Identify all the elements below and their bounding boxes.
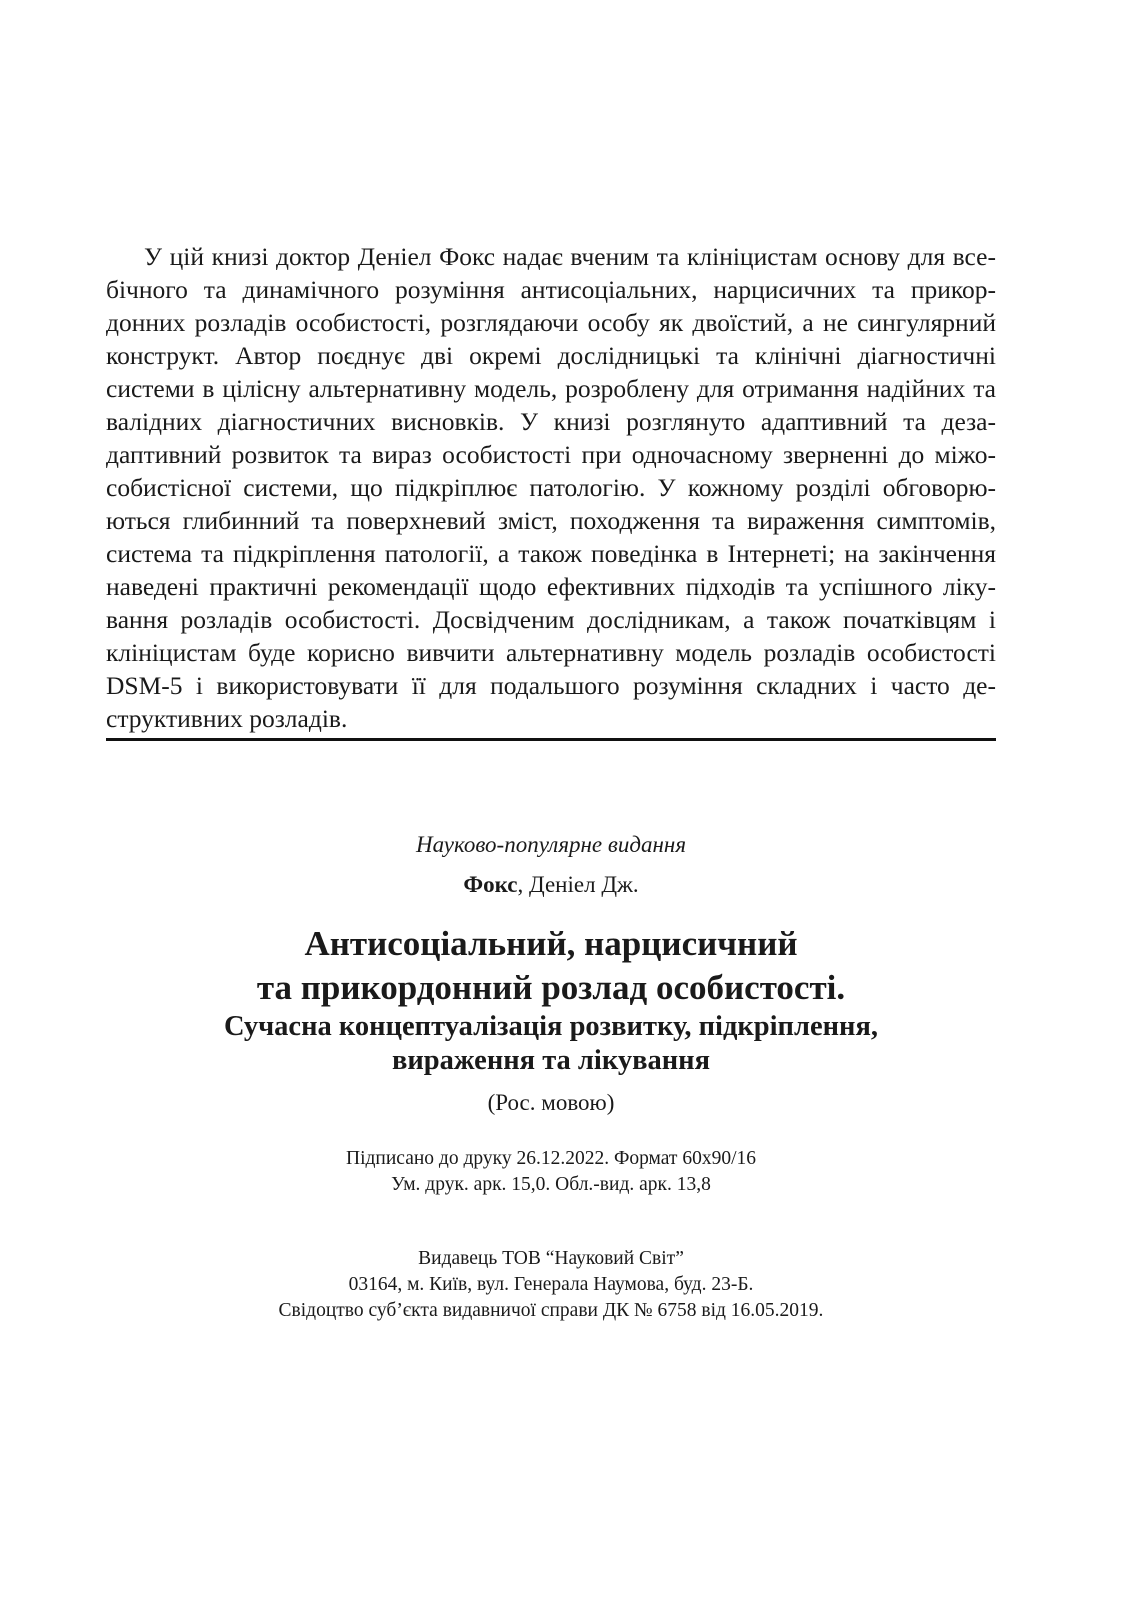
book-subtitle <box>106 1010 996 1078</box>
imprint-block <box>106 830 996 1324</box>
publisher-address: 03164, м. Київ, вул. Генерала Наумова, буд. 23-Б. <box>348 1274 754 1295</box>
book-title <box>106 922 996 1010</box>
author-given-names: , Деніел Дж. <box>517 872 639 897</box>
publisher-info <box>106 1246 996 1324</box>
section-divider <box>106 738 996 741</box>
book-subtitle-line-2: вираження та лікування <box>391 1045 711 1076</box>
publisher-name: Видавець ТОВ “Науковий Світ” <box>418 1248 684 1269</box>
book-subtitle-line-1: Сучасна концептуалізація розвитку, підкріплення, <box>223 1011 878 1042</box>
author-surname: Фокс <box>463 872 518 897</box>
publication-genre: Науково-популярне видання <box>415 832 687 857</box>
book-title-line-2: та прикордонний розлад особистості. <box>256 968 846 1007</box>
book-title-line-1: Антисоціальний, нарцисичний <box>304 924 798 963</box>
print-specifications <box>106 1146 996 1198</box>
publisher-certificate: Свідоцтво суб’єкта видавничої справи ДК № 6758 від 16.05.2019. <box>278 1300 824 1321</box>
book-annotation-paragraph: У цій книзі доктор Деніел Фокс надає вченим та клініцистам основу для всебічного та динамічного розуміння антисоціальних, нарцисичних та прикордонних розладів особистості, розглядаючи особу як двоїстий, а не сингулярний конструкт. Автор поєднує дві окремі дослідницькі та клінічні діагностичні системи в цілісну альтернативну модель, розроблену для отримання надійних та валідних діагностичних висновків. У книзі розглянуто адаптивний та дезадаптивний розвиток та вираз особистості при одночасному зверненні до міжособистісної системи, що підкріплює патологію. У кожному розділі обговорюються глибинний та поверхневий зміст, походження та вираження симптомів, система та підкріплення патології, а також поведінка в Інтернеті; на закінчення наведені практичні рекомендації щодо ефективних підходів та успішного лікування розладів особистості. Досвідченим дослідникам, а також початківцям і клініцистам буде корисно вивчити альтернативну модель розладів особистості DSM-5 і використовувати її для подальшого розуміння складних і часто деструктивних розладів. <box>106 242 996 733</box>
language-note: (Рос. мовою) <box>487 1090 615 1115</box>
print-specs-line-1: Підписано до друку 26.12.2022. Формат 60х90/16 <box>346 1148 756 1169</box>
author-line <box>106 870 996 900</box>
print-specs-line-2: Ум. друк. арк. 15,0. Обл.-вид. арк. 13,8 <box>391 1174 711 1195</box>
